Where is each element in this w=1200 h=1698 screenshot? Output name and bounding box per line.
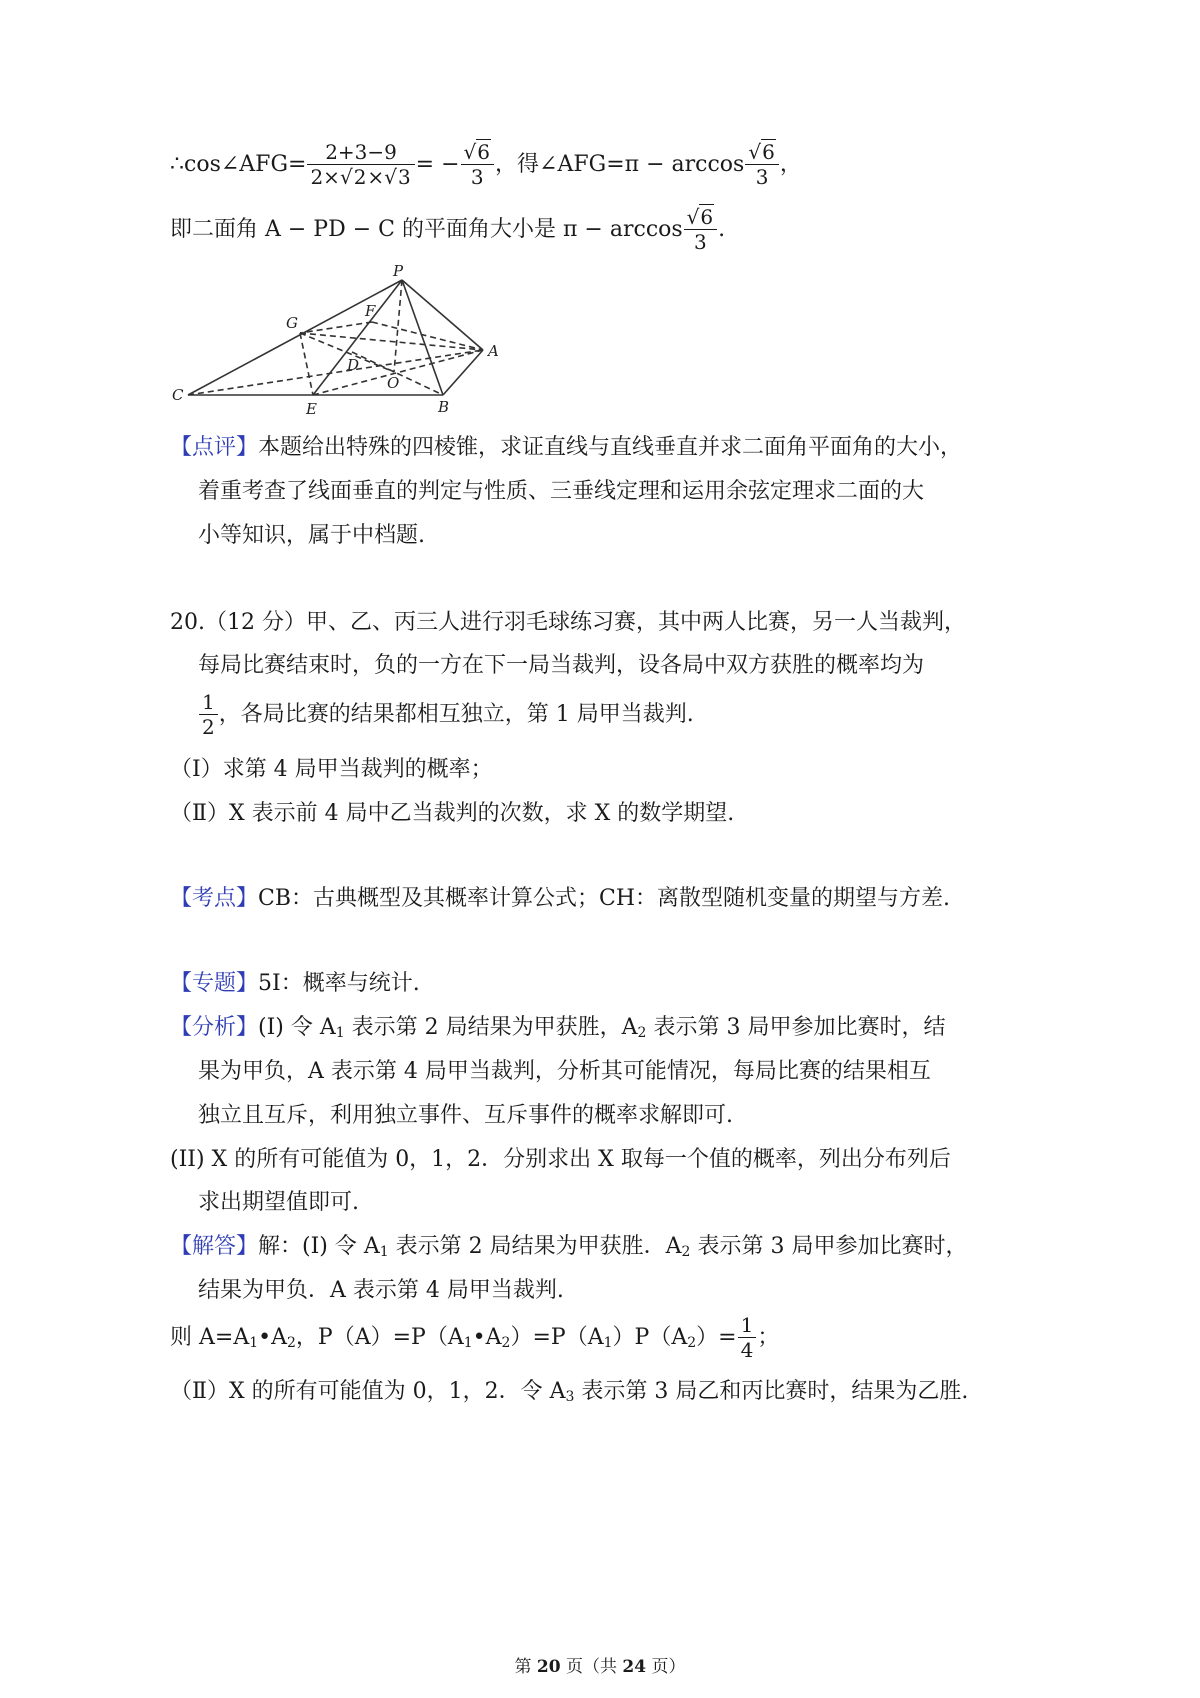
subscript: 2	[501, 1335, 511, 1351]
subscript: 1	[603, 1335, 613, 1351]
jieda-tag: 【解答】	[170, 1234, 259, 1259]
sentence-end: .	[718, 217, 726, 242]
equation-mid: ，得∠AFG=π − arccos	[495, 152, 745, 177]
segment-p-o	[394, 280, 402, 372]
label-o: O	[387, 374, 400, 392]
problem-20-text: ，各局比赛的结果都相互独立，第 1 局甲当裁判.	[218, 702, 694, 727]
subscript: 2	[687, 1335, 697, 1351]
jieda-text: ）=	[696, 1325, 737, 1350]
fraction-quarter	[738, 1313, 757, 1363]
fraction-numerator: 1	[199, 690, 218, 715]
subscript: 1	[379, 1244, 389, 1260]
kaodian-line	[170, 888, 950, 910]
jieda-line-4	[170, 1381, 968, 1404]
jieda-line-1	[170, 1236, 967, 1259]
jieda-text: ）=P（A	[510, 1325, 604, 1350]
jieda-text: （Ⅱ）X 的所有可能值为 0，1，2．令 A	[170, 1379, 566, 1404]
page-footer	[0, 1652, 1200, 1677]
label-b: B	[438, 398, 450, 416]
fenxi-text: 表示第 3 局甲参加比赛时，结	[646, 1015, 946, 1040]
kaodian-text: CB：古典概型及其概率计算公式；CH：离散型随机变量的期望与方差.	[258, 886, 951, 911]
jieda-text: 表示第 2 局结果为甲获胜．A	[388, 1234, 682, 1259]
fraction-numerator	[461, 140, 494, 165]
jieda-text: ，P（A）=P（A	[295, 1325, 464, 1350]
jieda-text: 表示第 3 局乙和丙比赛时，结果为乙胜.	[574, 1379, 969, 1404]
problem-20-question-1: （Ⅰ）求第 4 局甲当裁判的概率；	[170, 757, 493, 782]
problem-20-question-2: （Ⅱ）X 表示前 4 局中乙当裁判的次数，求 X 的数学期望.	[170, 801, 735, 826]
zhuanti-text: 5I：概率与统计.	[258, 971, 420, 996]
label-f: F	[365, 302, 376, 320]
fraction-arccos-arg	[684, 205, 717, 255]
comment-tag: 【点评】	[170, 435, 259, 460]
radicand: 6	[700, 205, 714, 229]
total-pages: 24	[622, 1657, 647, 1677]
fraction-denominator: 3	[694, 230, 707, 254]
footer-text: 页（共	[560, 1657, 623, 1677]
comment-text: 本题给出特殊的四棱锥，求证直线与直线垂直并求二面角平面角的大小，	[258, 435, 963, 460]
sqrt-6: √6	[463, 140, 491, 164]
segment-g-a	[300, 333, 483, 350]
fraction-cos-value	[307, 140, 414, 190]
kaodian-tag: 【考点】	[170, 886, 259, 911]
segment-g-e	[300, 333, 313, 395]
equation-lead: ∴cos∠AFG=	[170, 152, 307, 177]
edge-c-p	[188, 280, 402, 395]
fraction-numerator: 1	[738, 1313, 757, 1338]
fenxi-text: (I) 令 A	[258, 1015, 336, 1040]
fraction-arccos-arg	[745, 140, 778, 190]
subscript: 2	[637, 1025, 647, 1041]
fraction-denominator	[307, 165, 414, 190]
radicand: 6	[477, 140, 491, 164]
label-e: E	[306, 400, 317, 418]
jieda-text: 则 A=A	[170, 1325, 250, 1350]
den-part-b: ×	[367, 165, 385, 189]
radicand: 2	[353, 165, 367, 189]
segment-f-c	[300, 322, 372, 333]
sqrt-2: √2	[339, 165, 367, 189]
radicand: 3	[397, 165, 411, 189]
fenxi-line-5: 求出期望值即可.	[198, 1190, 359, 1215]
comment-line-2: 着重考查了线面垂直的判定与性质、三垂线定理和运用余弦定理求二面的大	[198, 479, 925, 504]
fenxi-line-1	[170, 1017, 945, 1040]
label-d: D	[347, 356, 360, 374]
fraction-numerator	[684, 205, 717, 230]
jieda-text: ；	[757, 1325, 780, 1350]
label-g: G	[286, 314, 298, 332]
equals-minus: = −	[415, 152, 460, 177]
den-part-a: 2×	[310, 165, 340, 189]
problem-20-line-2: 每局比赛结束时，负的一方在下一局当裁判，设各局中双方获胜的概率均为	[198, 653, 925, 678]
fraction-denominator: 4	[740, 1338, 754, 1362]
edge-a-b	[443, 350, 483, 395]
comment-line-1	[170, 437, 962, 459]
fenxi-line-2: 果为甲负，A 表示第 4 局甲当裁判，分析其可能情况，每局比赛的结果相互	[198, 1059, 931, 1084]
label-c: C	[172, 386, 184, 404]
cos-afg-equation	[170, 140, 802, 190]
fenxi-line-3: 独立且互斥，利用独立事件、互斥事件的概率求解即可.	[198, 1103, 733, 1128]
page-number: 20	[536, 1657, 561, 1677]
radicand: 6	[762, 140, 775, 164]
dihedral-text: 即二面角 A − PD − C 的平面角大小是 π − arccos	[170, 217, 683, 242]
jieda-text: ）P（A	[612, 1325, 688, 1350]
fenxi-text: 表示第 2 局结果为甲获胜，A	[344, 1015, 638, 1040]
dihedral-angle-result	[170, 205, 725, 255]
sqrt-3: √3	[384, 165, 411, 189]
footer-text: 页）	[646, 1657, 686, 1677]
fraction-denominator: 2	[202, 715, 215, 739]
fraction-sqrt6-over-3	[461, 140, 494, 190]
subscript: 3	[565, 1389, 575, 1405]
jieda-text: 表示第 3 局甲参加比赛时，	[690, 1234, 968, 1259]
subscript: 1	[335, 1025, 345, 1041]
subscript: 2	[287, 1335, 296, 1351]
sqrt-6: √6	[748, 140, 775, 164]
pyramid-figure	[172, 262, 520, 430]
subscript: 1	[249, 1335, 259, 1351]
label-a: A	[488, 342, 499, 360]
fraction-numerator: 2+3−9	[307, 140, 414, 165]
fraction-half	[199, 690, 218, 740]
jieda-line-2: 结果为甲负．A 表示第 4 局甲当裁判.	[198, 1278, 564, 1303]
jieda-text: 解：(I) 令 A	[258, 1234, 380, 1259]
jieda-line-3	[170, 1313, 779, 1363]
subscript: 1	[463, 1335, 473, 1351]
jieda-text: •A	[258, 1325, 287, 1350]
comment-line-3: 小等知识，属于中档题.	[198, 523, 425, 548]
fenxi-line-4: (II) X 的所有可能值为 0，1，2．分别求出 X 取每一个值的概率，列出分布列后	[170, 1147, 951, 1172]
zhuanti-tag: 【专题】	[170, 971, 259, 996]
zhuanti-line	[170, 973, 420, 995]
fraction-denominator: 3	[755, 165, 769, 189]
label-p: P	[393, 262, 404, 280]
jieda-text: •A	[472, 1325, 502, 1350]
fraction-numerator	[745, 140, 778, 165]
problem-20-line-3	[198, 690, 694, 740]
equation-end: ，	[779, 152, 802, 177]
footer-text: 第	[514, 1657, 537, 1677]
sqrt-6: √6	[686, 205, 714, 229]
problem-20-line-1: 20.（12 分）甲、乙、丙三人进行羽毛球练习赛，其中两人比赛，另一人当裁判，	[170, 610, 966, 635]
fraction-denominator: 3	[470, 165, 484, 189]
fenxi-tag: 【分析】	[170, 1015, 259, 1040]
subscript: 2	[681, 1244, 691, 1260]
